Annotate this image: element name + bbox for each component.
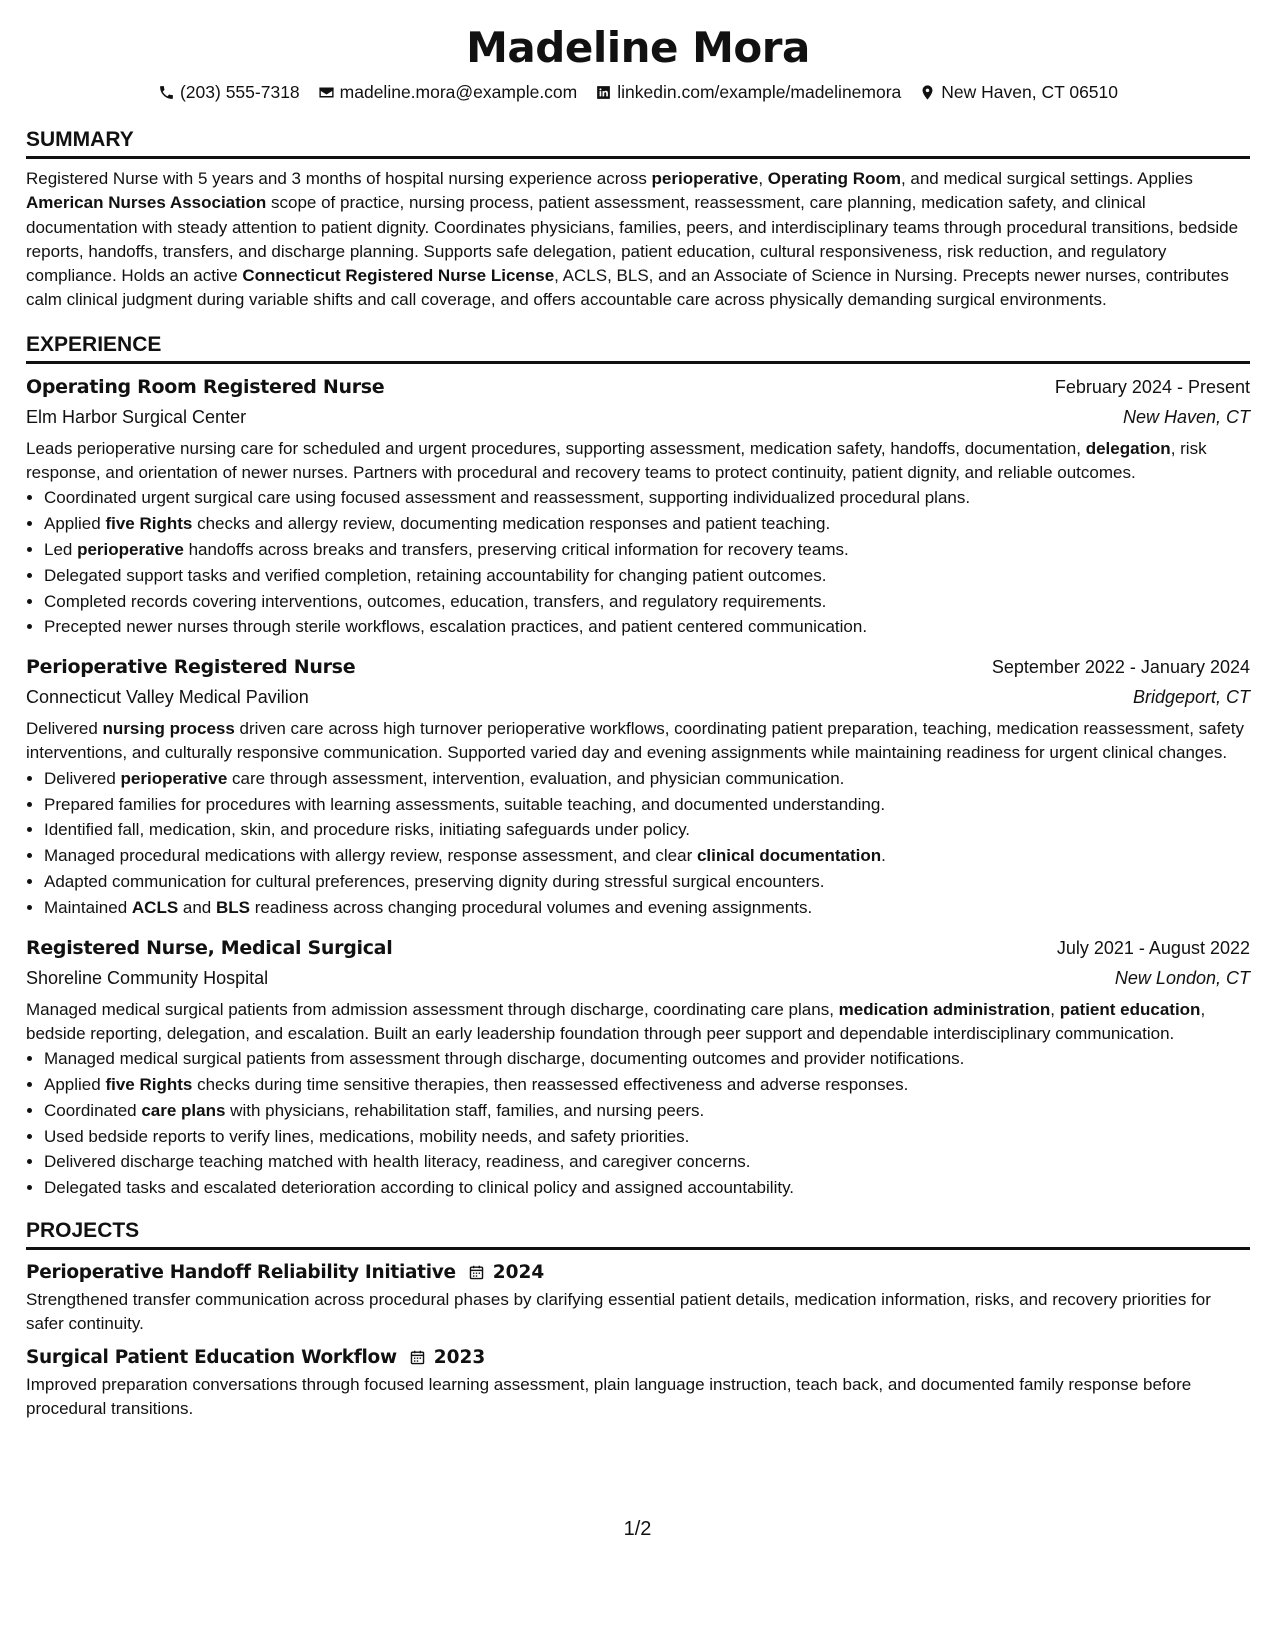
job-description: Delivered nursing process driven care across high turnover perioperative workflows, coordinating patient preparation, teaching, medication reassessment, safety interventions, and culturally responsive communication. Supported varied day and evening assignments while maintaining readiness for urgent clinical changes. [26,719,1245,763]
job-employer: Shoreline Community Hospital [26,967,269,988]
project-header [26,1343,1250,1373]
job-location: New London, CT [1114,967,1250,988]
bullet-item: • Delegated support tasks and verified completion, retaining accountability for changing patient outcomes. [44,563,1250,589]
job-bullets [26,1046,1250,1201]
job-title: Perioperative Registered Nurse [26,656,356,679]
job-employer: Connecticut Valley Medical Pavilion [26,687,309,708]
bullet-item: • Precepted newer nurses through sterile workflows, escalation practices, and patient centered communication. [44,614,1250,640]
job-title: Registered Nurse, Medical Surgical [26,936,393,959]
project-header [26,1258,1250,1288]
job-header [26,652,1250,682]
bullet-item: • Managed medical surgical patients from assessment through discharge, documenting outcomes and provider notifications. [44,1046,1250,1072]
project-title: Perioperative Handoff Reliability Initiative [26,1261,456,1283]
job-bullets [26,485,1250,640]
project-date [468,1258,545,1288]
job-dates: September 2022 - January 2024 [991,657,1250,678]
experience-heading: EXPERIENCE [26,331,1250,364]
bullet-item: • Delivered discharge teaching matched with health literacy, readiness, and caregiver concerns. [44,1149,1250,1175]
location-text: New Haven, CT 06510 [941,82,1118,102]
projects-heading: PROJECTS [26,1217,1250,1250]
project-year: 2024 [492,1261,545,1283]
phone-icon [158,84,175,101]
bullet-item: • Adapted communication for cultural preferences, preserving dignity during stressful surgical encounters. [44,869,1250,895]
project-title: Surgical Patient Education Workflow [26,1346,397,1368]
job-entry [26,372,1250,640]
calendar-icon [468,1264,485,1281]
project-description: Improved preparation conversations through focused learning assessment, plain language instruction, teach back, and documented family response before procedural transitions. [26,1374,1192,1418]
job-entry [26,652,1250,920]
contact-email[interactable] [318,80,578,104]
job-entry [26,933,1250,1201]
bullet-item: • Delegated tasks and escalated deterioration according to clinical policy and assigned accountability. [44,1175,1250,1201]
phone-text: (203) 555-7318 [179,82,300,102]
contact-linkedin[interactable] [595,80,901,104]
project-date [409,1343,486,1373]
job-description: Leads perioperative nursing care for scheduled and urgent procedures, supporting assessment, medication safety, handoffs, documentation, delegation, risk response, and orientation of newer nurses. Partners with procedural and recovery teams to protect continuity, patient dignity, and reliable outcomes. [26,438,1207,483]
job-bullets [26,766,1250,921]
job-header [26,933,1250,963]
summary-text: Registered Nurse with 5 years and 3 months of hospital nursing experience across perioperative, Operating Room, and medical surgical settings. Applies American Nurses Association scope of practice, nursing process, patient assessment, reassessment, care planning, medication safety, and clinical documentation with steady attention to patient dignity. Coordinates physicians, families, peers, and interdisciplinary teams through procedural transitions, bedside reports, handoffs, transfers, and discharge planning. Supports safe delegation, patient education, cultural responsiveness, risk reduction, and regulatory compliance. Holds an active Connecticut Registered Nurse License, ACLS, BLS, and an Associate of Science in Nursing. Precepts newer nurses, contributes calm clinical judgment during variable shifts and call coverage, and offers accountable care across physically demanding surgical environments. [26,169,1239,310]
job-header [26,372,1250,402]
contact-phone [158,80,300,104]
page-number: 1/2 [623,1518,652,1540]
projects-section [26,1217,1250,1421]
summary-section [26,126,1250,313]
bullet-item: • Delivered perioperative care through assessment, intervention, evaluation, and physician communication. [44,766,1250,792]
job-list [26,372,1250,1201]
bullet-item: • Coordinated care plans with physicians, rehabilitation staff, families, and nursing peers. [44,1098,1250,1124]
linkedin-icon [595,84,612,101]
bullet-item: • Applied five Rights checks during time sensitive therapies, then reassessed effectiveness and adverse responses. [44,1072,1250,1098]
bullet-item: • Maintained ACLS and BLS readiness across changing procedural volumes and evening assignments. [44,895,1250,921]
location-icon [919,84,936,101]
project-year: 2023 [433,1346,486,1368]
job-dates: July 2021 - August 2022 [1056,937,1250,958]
job-description: Managed medical surgical patients from admission assessment through discharge, coordinating care plans, medication administration, patient education, bedside reporting, delegation, and escalation. Built an early leadership foundation through peer support and dependable interdisciplinary communication. [26,999,1206,1043]
project-entry [26,1258,1250,1337]
project-entry [26,1343,1250,1422]
bullet-item: • Prepared families for procedures with learning assessments, suitable teaching, and documented understanding. [44,792,1250,818]
job-location: Bridgeport, CT [1132,687,1250,708]
bullet-item: • Used bedside reports to verify lines, medications, mobility needs, and safety priorities. [44,1124,1250,1150]
job-location: New Haven, CT [1122,406,1250,427]
resume-page [26,22,1250,1421]
bullet-item: • Applied five Rights checks and allergy review, documenting medication responses and patient teaching. [44,511,1250,537]
project-description: Strengthened transfer communication across procedural phases by clarifying essential patient details, medication information, risks, and recovery priorities for safer continuity. [26,1289,1211,1334]
job-employer: Elm Harbor Surgical Center [26,406,247,427]
email-text[interactable]: madeline.mora@example.com [339,82,578,102]
contact-bar [26,80,1250,104]
linkedin-text[interactable]: linkedin.com/example/madelinemora [617,82,902,102]
bullet-item: • Coordinated urgent surgical care using focused assessment and reassessment, supporting individualized procedural plans. [44,485,1250,511]
job-dates: February 2024 - Present [1054,376,1250,397]
job-subheader [26,963,1250,993]
job-subheader [26,402,1250,432]
contact-location [919,80,1118,104]
project-list [26,1258,1250,1421]
calendar-icon [409,1349,426,1366]
candidate-name: Madeline Mora [466,23,810,72]
job-title: Operating Room Registered Nurse [26,375,385,398]
bullet-item: • Led perioperative handoffs across breaks and transfers, preserving critical information for recovery teams. [44,537,1250,563]
bullet-item: • Completed records covering interventions, outcomes, education, transfers, and regulatory requirements. [44,589,1250,615]
bullet-item: • Managed procedural medications with allergy review, response assessment, and clear clinical documentation. [44,843,1250,869]
job-subheader [26,682,1250,712]
experience-section [26,331,1250,1201]
email-icon [318,84,335,101]
summary-heading: SUMMARY [26,126,1250,159]
bullet-item: • Identified fall, medication, skin, and procedure risks, initiating safeguards under policy. [44,817,1250,843]
